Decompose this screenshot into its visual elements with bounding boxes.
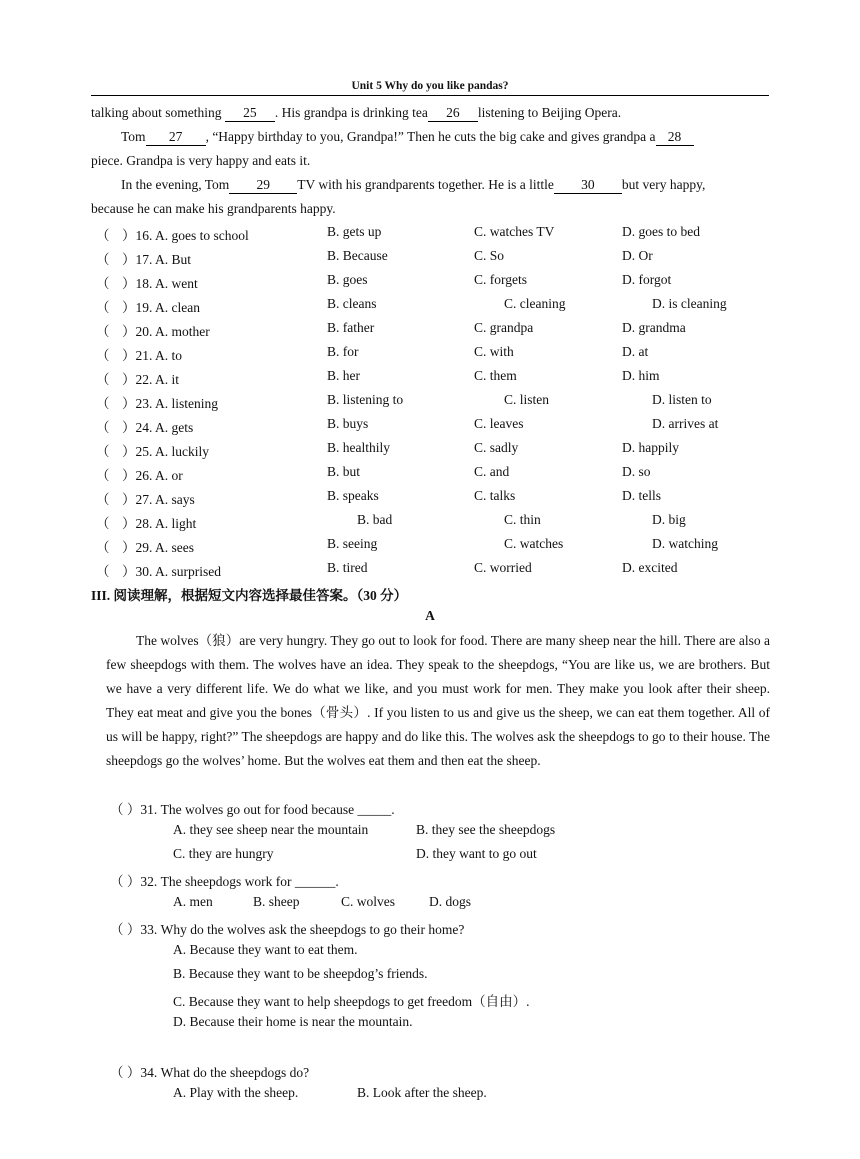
reading-question-32: （ ）32. The sheepdogs work for ______. [110, 874, 339, 889]
question-option-a: ）21. A. to [122, 348, 183, 363]
answer-paren[interactable]: （ [96, 252, 110, 267]
question-option-d: D. big [652, 512, 686, 527]
cloze-text: because he can make his grandparents happy. [91, 201, 336, 216]
option-b[interactable]: B. they see the sheepdogs [416, 822, 556, 837]
answer-paren[interactable]: （ [96, 300, 110, 315]
answer-paren[interactable]: （ [96, 420, 110, 435]
option-c[interactable]: C. they are hungry [173, 846, 274, 861]
question-option-c: C. watches [504, 536, 564, 551]
question-option-d: D. is cleaning [652, 296, 727, 311]
section-title: III. 阅读理解，根据短文内容选择最佳答案。（30 分） [91, 588, 408, 603]
cloze-text: listening to Beijing Opera. [477, 105, 622, 120]
question-option-d: D. happily [622, 440, 679, 455]
answer-paren[interactable]: （ [96, 228, 110, 243]
option-c[interactable]: C. wolves [341, 894, 395, 909]
question-option-d: D. tells [622, 488, 661, 503]
question-option-c: C. So [474, 248, 505, 263]
option-c[interactable]: C. Because they want to help sheepdogs to get freedom（自由）. [173, 994, 530, 1009]
option-b[interactable]: B. Because they want to be sheepdog’s friends. [173, 966, 428, 981]
question-option-a: ）25. A. luckily [122, 444, 209, 459]
option-d[interactable]: D. dogs [429, 894, 472, 909]
question-option-d: D. so [622, 464, 651, 479]
question-option-c: C. thin [504, 512, 541, 527]
question-option-c: C. forgets [474, 272, 527, 287]
question-option-d: D. Or [622, 248, 653, 263]
answer-paren[interactable]: （ [96, 492, 110, 507]
question-option-b: B. goes [327, 272, 368, 287]
answer-paren[interactable]: （ [96, 540, 110, 555]
question-option-b: B. healthily [327, 440, 390, 455]
blank-30: 30 [554, 177, 622, 194]
option-b[interactable]: B. sheep [253, 894, 300, 909]
option-a[interactable]: A. Because they want to eat them. [173, 942, 358, 957]
question-option-a: ）23. A. listening [122, 396, 219, 411]
cloze-line-2 [121, 125, 769, 149]
cloze-text: . His grandpa is drinking tea [274, 105, 428, 120]
option-a[interactable]: A. they see sheep near the mountain [173, 822, 369, 837]
answer-paren[interactable]: （ [96, 444, 110, 459]
question-option-c: C. and [474, 464, 510, 479]
option-d[interactable]: D. they want to go out [416, 846, 537, 861]
page-header-title: Unit 5 Why do you like pandas? [351, 80, 509, 92]
question-option-d: D. grandma [622, 320, 686, 335]
cloze-line-5 [91, 197, 769, 221]
blank-29: 29 [229, 177, 297, 194]
question-option-c: C. worried [474, 560, 532, 575]
option-a[interactable]: A. Play with the sheep. [173, 1085, 299, 1100]
question-option-b: B. buys [327, 416, 369, 431]
question-option-b: B. bad [357, 512, 393, 527]
question-option-a: ）30. A. surprised [122, 564, 221, 579]
blank-25: 25 [225, 105, 275, 122]
answer-paren[interactable]: （ [96, 324, 110, 339]
question-option-a: ）28. A. light [122, 516, 197, 531]
question-option-b: B. speaks [327, 488, 379, 503]
question-option-a: ）29. A. sees [122, 540, 194, 555]
question-option-d: D. at [622, 344, 649, 359]
question-option-b: B. Because [327, 248, 388, 263]
question-option-b: B. tired [327, 560, 368, 575]
blank-27: 27 [146, 129, 206, 146]
question-option-b: B. father [327, 320, 375, 335]
cloze-text: In the evening, Tom [121, 177, 230, 192]
cloze-text: TV with his grandparents together. He is a little [297, 177, 554, 192]
question-option-b: B. her [327, 368, 360, 383]
question-option-d: D. arrives at [652, 416, 719, 431]
option-a[interactable]: A. men [173, 894, 213, 909]
question-option-c: C. leaves [474, 416, 524, 431]
question-option-b: B. cleans [327, 296, 377, 311]
question-option-d: D. goes to bed [622, 224, 700, 239]
cloze-line-1 [91, 101, 769, 125]
question-option-a: ）22. A. it [122, 372, 180, 387]
question-option-b: B. but [327, 464, 361, 479]
reading-question-31: （ ）31. The wolves go out for food because _____. [110, 802, 395, 817]
reading-passage: The wolves（狼）are very hungry. They go out to look for food. There are many sheep near the hill. There are also a few sheepdogs with them. The wolves have an idea. They speak to the sheepdogs, “You are like us, we are brothers. But we have a very different life. We do what we like, and you must work for men. They make you look after their sheep. They eat meat and give you the bones（骨头）. If you listen to us and give us the sheep, we can eat them together. All of us will be happy, right?” The sheepdogs are happy and do like this. The wolves ask the sheepdogs to go to their house. The sheepdogs go the wolves’ home. But the wolves eat them and then eat the sheep. [106, 633, 770, 768]
blank-28: 28 [656, 129, 694, 146]
blank-26: 26 [428, 105, 478, 122]
question-option-d: D. him [622, 368, 660, 383]
question-option-c: C. talks [474, 488, 516, 503]
answer-paren[interactable]: （ [96, 372, 110, 387]
answer-paren[interactable]: （ [96, 276, 110, 291]
cloze-text: Tom [121, 129, 146, 144]
passage-label: A [425, 608, 435, 623]
question-option-a: ）27. A. says [122, 492, 195, 507]
question-option-b: B. seeing [327, 536, 378, 551]
question-option-b: B. for [327, 344, 359, 359]
answer-paren[interactable]: （ [96, 468, 110, 483]
question-option-d: D. excited [622, 560, 678, 575]
option-d[interactable]: D. Because their home is near the mountain. [173, 1014, 413, 1029]
question-option-c: C. grandpa [474, 320, 534, 335]
answer-paren[interactable]: （ [96, 396, 110, 411]
cloze-text: talking about something [91, 105, 225, 120]
question-option-b: B. gets up [327, 224, 382, 239]
option-b[interactable]: B. Look after the sheep. [357, 1085, 487, 1100]
answer-paren[interactable]: （ [96, 516, 110, 531]
question-option-d: D. forgot [622, 272, 672, 287]
cloze-text: but very happy, [621, 177, 706, 192]
reading-question-33: （ ）33. Why do the wolves ask the sheepdogs to go their home? [110, 922, 465, 937]
answer-paren[interactable]: （ [96, 564, 110, 579]
cloze-text: piece. Grandpa is very happy and eats it. [91, 153, 311, 168]
cloze-text: , “Happy birthday to you, Grandpa!” Then he cuts the big cake and gives grandpa a [205, 129, 656, 144]
question-option-a: ）20. A. mother [122, 324, 210, 339]
question-option-d: D. watching [652, 536, 718, 551]
question-option-a: ）18. A. went [122, 276, 198, 291]
header-divider [91, 95, 769, 96]
question-option-a: ）17. A. But [122, 252, 192, 267]
question-option-c: C. cleaning [504, 296, 566, 311]
question-option-a: ）26. A. or [122, 468, 183, 483]
cloze-line-3 [91, 149, 769, 173]
reading-question-34: （ ）34. What do the sheepdogs do? [110, 1065, 310, 1080]
question-option-b: B. listening to [327, 392, 404, 407]
question-option-c: C. listen [504, 392, 550, 407]
question-option-a: ）19. A. clean [122, 300, 200, 315]
question-option-c: C. with [474, 344, 514, 359]
question-option-a: ）24. A. gets [122, 420, 194, 435]
cloze-line-4 [121, 173, 769, 197]
question-option-a: ）16. A. goes to school [122, 228, 249, 243]
question-option-d: D. listen to [652, 392, 712, 407]
answer-paren[interactable]: （ [96, 348, 110, 363]
question-option-c: C. watches TV [474, 224, 555, 239]
question-option-c: C. sadly [474, 440, 519, 455]
question-option-c: C. them [474, 368, 517, 383]
